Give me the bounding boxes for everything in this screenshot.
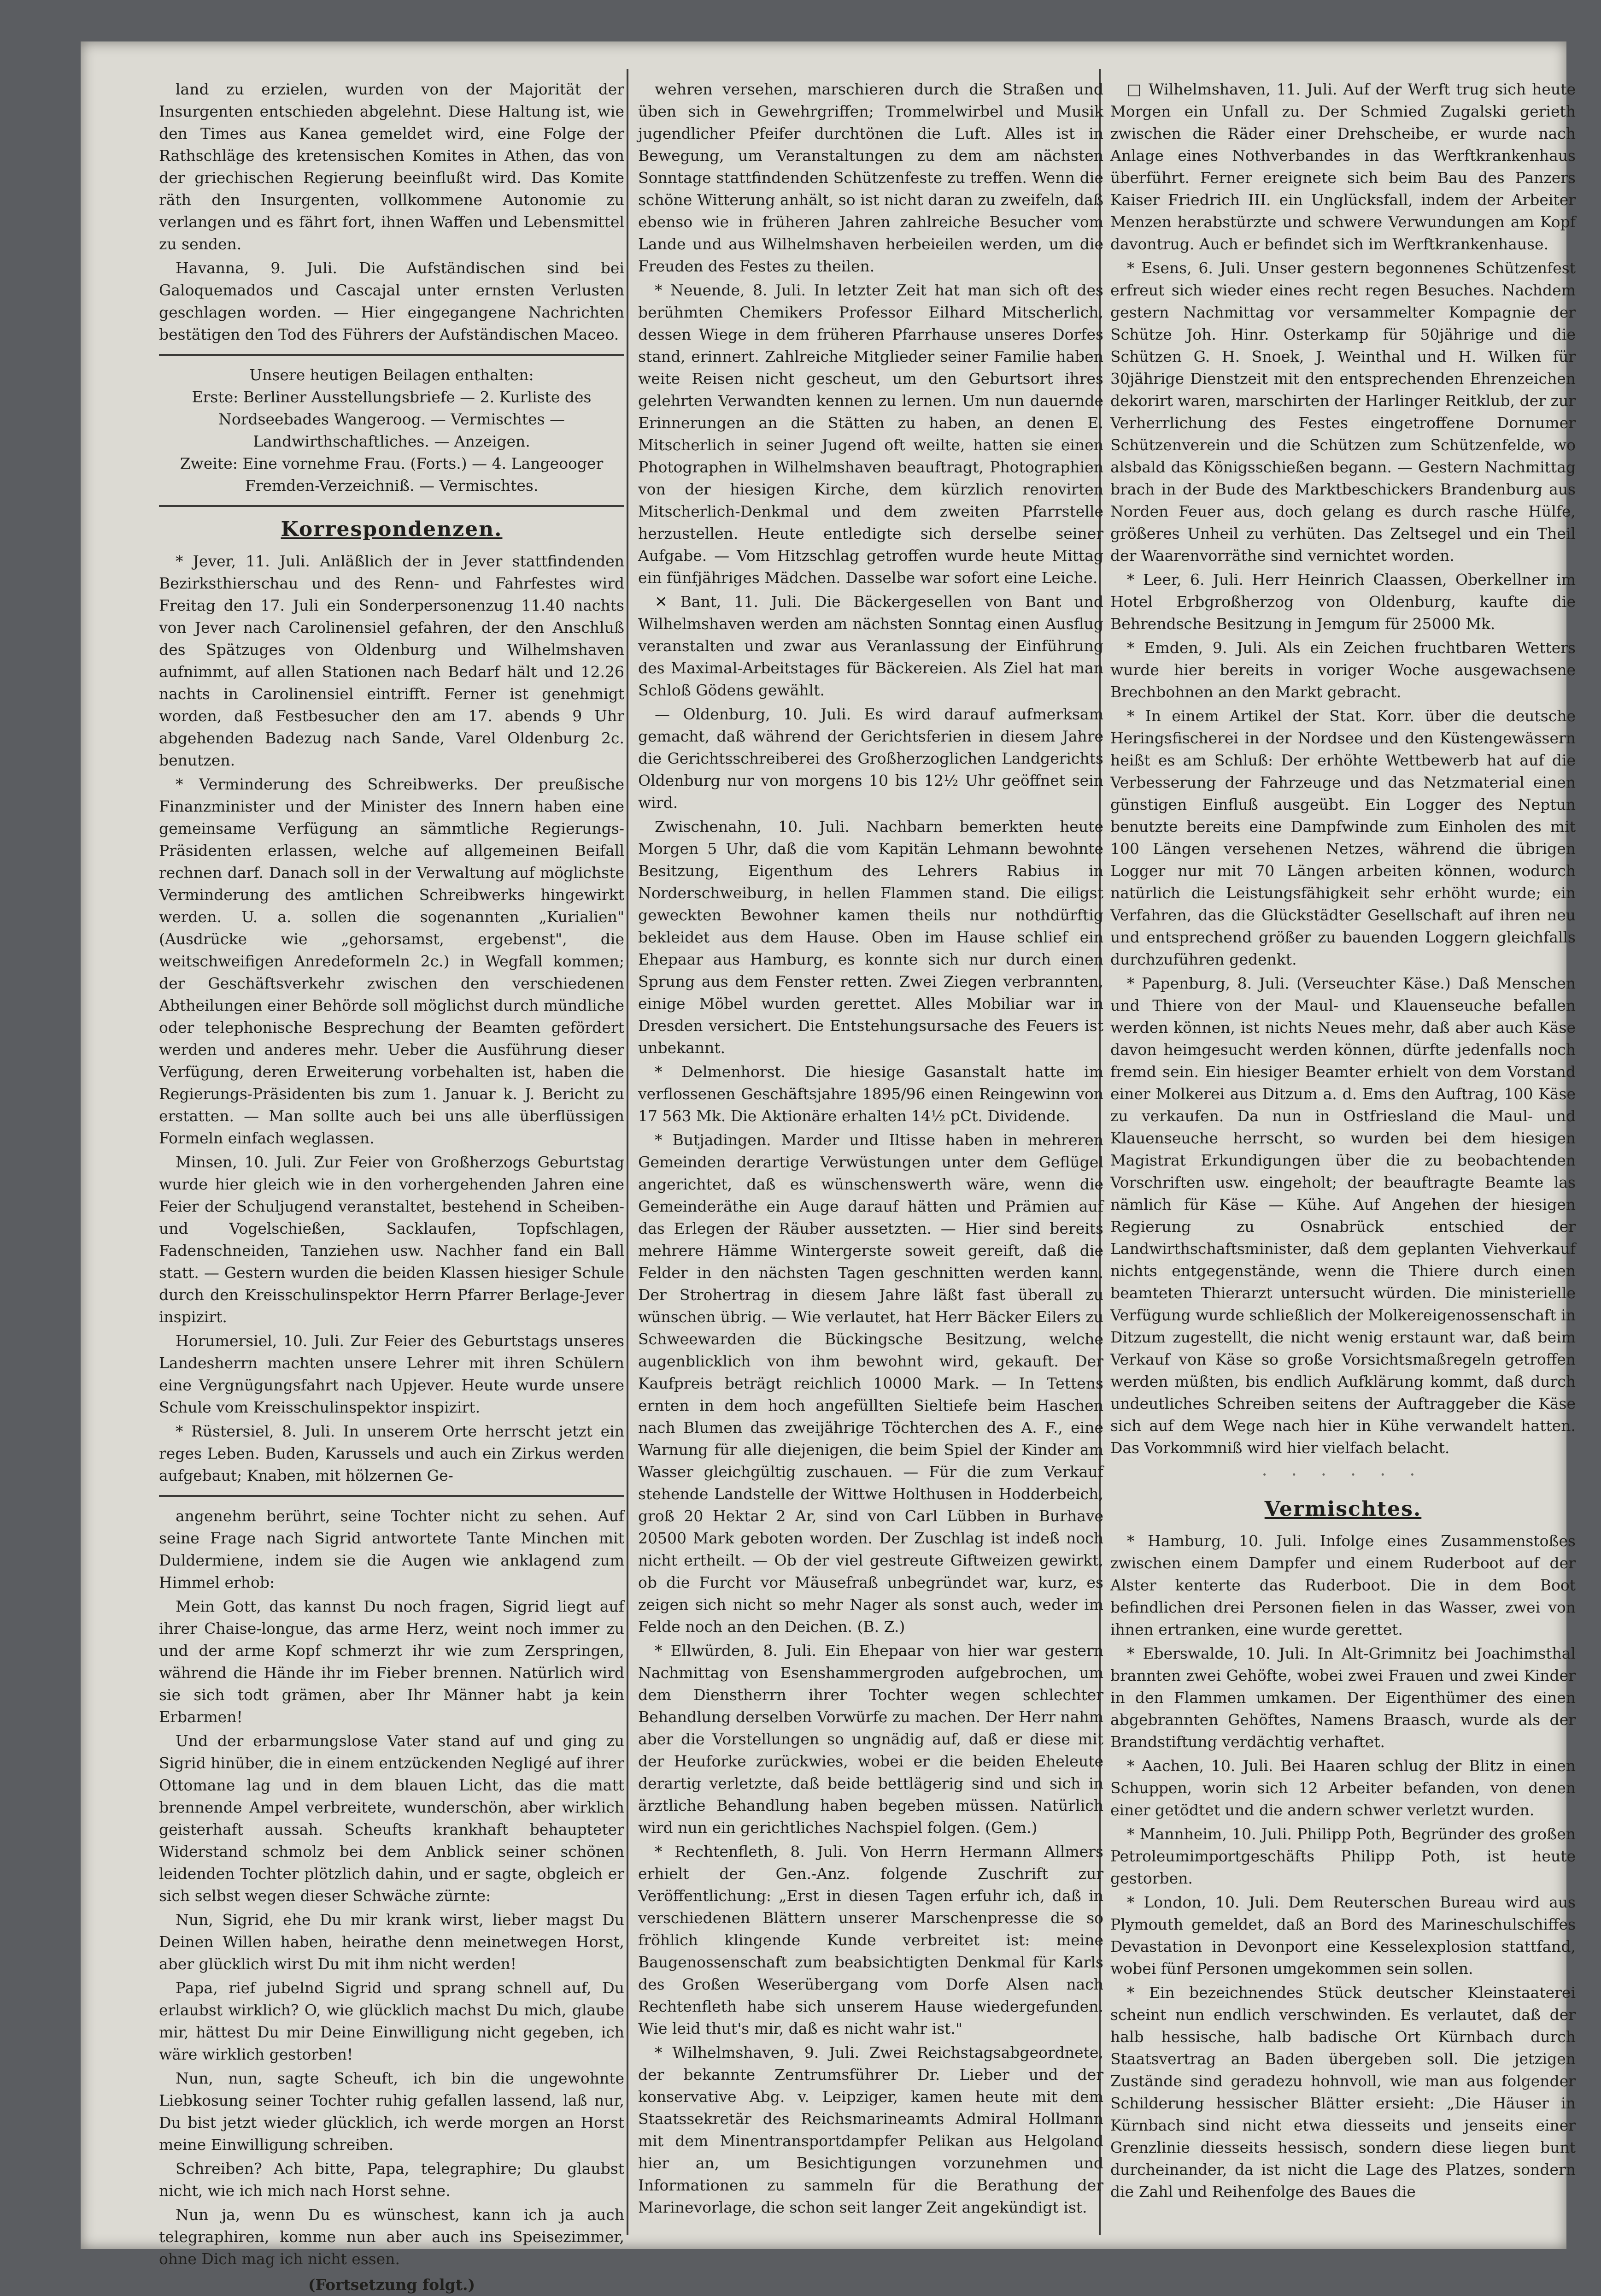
feuilleton-paragraph: Mein Gott, das kannst Du noch fragen, Sigrid liegt auf ihrer Chaise-longue, das arme Herz, weint noch immer zu und der arme Kopf schmerzt ihr wie zum Zerspringen, während die Hände ihr im Fieber brennen. Natürlich wird sie sich todt grämen, aber Ihr Männer habt ja kein Erbarmen! xyxy=(159,1597,624,1726)
article-jever: * Jever, 11. Juli. Anläßlich der in Jever stattfindenden Bezirksthierschau und des Renn- und Fahrfestes wird Freitag den 17. Juli ein Sonderpersonenzug 11.40 nachts von Jever nach Carolinensiel gefahren, der den Anschluß des Spätzuges von Oldenburg und Wilhelmshaven aufnimmt, auf allen Stationen nach Bedarf hält und 12.26 nachts in Carolinensiel eintrifft. Ferner ist genehmigt worden, daß Festbesucher den am 17. abends 9 Uhr abgehenden Badezug nach Sande, Varel Oldenburg 2c. benutzen. xyxy=(159,552,624,769)
article-zwischenahn: Zwischenahn, 10. Juli. Nachbarn bemerkten heute Morgen 5 Uhr, daß die vom Kapitän Lehmann bewohnte Besitzung, Eigenthum des Lehrers Rabius in Norderschweiburg, in hellen Flammen stand. Die eiligst geweckten Bewohner kamen theils nur nothdürftig bekleidet aus dem Hause. Oben im Hause schlief ein Ehepaar aus Hamburg, es konnte sich nur durch einen Sprung aus dem Fenster retten. Zwei Ziegen verbrannten, einige Möbel wurden gerettet. Alles Mobiliar war in Dresden versichert. Die Entstehungsursache des Feuers ist unbekannt. xyxy=(638,818,1103,1057)
article-heringsfischerei: * In einem Artikel der Stat. Korr. über die deutsche Heringsfischerei in der Nordsee und den Küstengewässern heißt es am Schluß: Der erhöhte Wettbewerb hat auf die Verbesserung der Fahrzeuge und das Netzmaterial einen günstigen Einfluß ausgeübt. Ein Logger des Neptun benutzte bereits eine Dampfwinde zum Einholen des mit 100 Längen versehenen Netzes, während die übrigen Logger nur mit 70 Längen arbeiten können, wodurch natürlich die Leistungsfähigkeit sehr erhöht wurde; ein Verfahren, das die Glückstädter Gesellschaft auf ihren neu und entsprechend größer zu bauenden Loggern gleichfalls durchzuführen gedenkt. xyxy=(1110,707,1576,968)
article-eberswalde: * Eberswalde, 10. Juli. In Alt-Grimnitz bei Joachimsthal brannten zwei Gehöfte, wobei zwei Frauen und zwei Kinder in den Flammen umkamen. Der Eigenthümer des einen abgebrannten Gehöftes, Namens Braasch, wurde als der Brandstiftung verdächtig verhaftet. xyxy=(1110,1644,1576,1751)
supplements-notice xyxy=(159,364,624,497)
article-papenburg: * Papenburg, 8. Juli. (Verseuchter Käse.) Daß Menschen und Thiere von der Maul- und Klauenseuche befallen werden können, ist nichts Neues mehr, daß aber auch Käse davon heimgesucht werden können, dürfte jedenfalls noch fremd sein. Ein hiesiger Beamter erhielt von dem Vorstand einer Molkerei aus Ditzum a. d. Ems den Auftrag, 100 Käse zu verkaufen. Da nun in Ostfriesland die Maul- und Klauenseuche herrscht, so wurden bei dem hiesigen Magistrat Erkundigungen über die zu beobachtenden Vorschriften usw. eingeholt; der beauftragte Beamte las nämlich für Käse — Kühe. Auf Angehen der hiesigen Regierung zu Osnabrück entschied der Landwirthschaftsminister, daß dem geplanten Viehverkauf nichts entgegenstände, wenn die Thiere durch einen beamteten Thierarzt untersucht würden. Die ministerielle Verfügung wurde schließlich der Molkereigenossenschaft in Ditzum zugestellt, die nicht wenig erstaunt war, daß beim Verkauf von Käse so große Vorsichtsmaßregeln getroffen werden müßten, bis endlich Aufklärung kommt, daß durch undeutliches Schreiben seitens der Auftraggeber die Käse sich auf dem Wege nach hier in Kühe verwandelt hatten. Das Vorkommniß wird hier vielfach belacht. xyxy=(1110,974,1576,1457)
divider xyxy=(159,505,624,507)
article-ellwuerden: * Ellwürden, 8. Juli. Ein Ehepaar von hier war gestern Nachmittag von Esenshammergroden aufgebrochen, um dem Dienstherrn ihrer Tochter wegen schlechter Behandlung derselben Vorwürfe zu machen. Der Herr nahm aber die Vorstellungen so ungnädig auf, daß er diese mit der Heuforke zurückwies, wobei er die beiden Eheleute derartig verletzte, daß beide bettlägerig sind und sich in ärztliche Behandlung haben begeben müssen. Natürlich wird nun ein gerichtliches Nachspiel folgen. (Gem.) xyxy=(638,1642,1103,1837)
article-oldenburg: — Oldenburg, 10. Juli. Es wird darauf aufmerksam gemacht, daß während der Gerichtsferien in diesem Jahre die Gerichtsschreiberei des Großherzoglichen Landgerichts Oldenburg nur von morgens 10 bis 12½ Uhr geöffnet sein wird. xyxy=(638,705,1103,812)
article-delmenhorst: * Delmenhorst. Die hiesige Gasanstalt hatte im verflossenen Geschäftsjahre 1895/96 einen Reingewinn von 17 563 Mk. Die Aktionäre erhalten 14½ pCt. Dividende. xyxy=(638,1063,1103,1125)
section-heading-korrespondenzen: Korrespondenzen. xyxy=(281,518,503,541)
supplements-title: Unsere heutigen Beilagen enthalten: xyxy=(249,366,534,384)
article-aachen: * Aachen, 10. Juli. Bei Haaren schlug der Blitz in einen Schuppen, worin sich 12 Arbeiter befanden, von denen einer getödtet und die andern schwer verletzt wurden. xyxy=(1110,1757,1576,1819)
feuilleton-paragraph: Papa, rief jubelnd Sigrid und sprang schnell auf, Du erlaubst wirklich? O, wie glücklich machst Du mich, glaube mir, hättest Du mir Deine Einwilligung nicht gegeben, ich wäre wirklich gestorben! xyxy=(159,1979,624,2063)
column-3 xyxy=(1110,78,1576,2205)
article-rechtenfleth: * Rechtenfleth, 8. Juli. Von Herrn Hermann Allmers erhielt der Gen.-Anz. folgende Zuschrift zur Veröffentlichung: „Erst in diesen Tagen erfuhr ich, daß in verschiedenen Blättern unserer Marschenpresse die so fröhlich klingende Kunde verbreitet ist: meine Baugenossenschaft zum beabsichtigten Denkmal für Karls des Großen Weserübergang vom Dorfe Alsen nach Rechtenfleth habe sich unserem Hause wiedergefunden. Wie leid thut's mir, daß es nicht wahr ist." xyxy=(638,1843,1103,2037)
continuation-note: (Fortsetzung folgt.) xyxy=(308,2276,475,2294)
article-ruestersiel: * Rüstersiel, 8. Juli. In unserem Orte herrscht jetzt ein reges Leben. Buden, Karussels und auch ein Zirkus werden aufgebaut; Knaben, mit hölzernen Ge- xyxy=(159,1422,624,1484)
article-hamburg: * Hamburg, 10. Juli. Infolge eines Zusammenstoßes zwischen einem Dampfer und einem Ruderboot auf der Alster kenterte das Ruderboot. Die in dem Boot befindlichen drei Personen fielen in das Wasser, zwei von ihnen ertranken, eine wurde gerettet. xyxy=(1110,1532,1576,1638)
article-neuende: * Neuende, 8. Juli. In letzter Zeit hat man sich oft des berühmten Chemikers Professor Eilhard Mitscherlich, dessen Wiege in dem früheren Pfarrhause unseres Dorfes stand, erinnert. Zahlreiche Mitglieder seiner Familie haben weite Reisen nicht gescheut, um den Geburtsort ihres gelehrten Verwandten kennen zu lernen. Um nun dauernde Erinnerungen an die Stätten zu haben, an denen E. Mitscherlich in seiner Jugend oft weilte, hatten sie einen Photographen in Wilhelmshaven beauftragt, Photographien von der hiesigen Kirche, dem kürzlich renovirten Mitscherlich-Denkmal und dem zweiten Pfarrstelle herzustellen. Heute entledigte sich derselbe seiner Aufgabe. — Vom Hitzschlag getroffen wurde heute Mittag ein fünfjähriges Mädchen. Dasselbe war sofort eine Leiche. xyxy=(638,281,1103,587)
article-schreibwerk: * Verminderung des Schreibwerks. Der preußische Finanzminister und der Minister des Innern haben eine gemeinsame Verfügung an sämmtliche Regierungs-Präsidenten erlassen, welche auf allgemeinen Beifall rechnen darf. Danach soll in der Verwaltung auf möglichste Verminderung des amtlichen Schreibwerks hingewirkt werden. U. a. sollen die sogenannten „Kurialien" (Ausdrücke wie „gehorsamst, ergebenst", die weitschweifigen Anredeformeln 2c.) in Wegfall kommen; der Geschäftsverkehr zwischen den verschiedenen Abtheilungen einer Behörde soll möglichst durch mündliche oder telephonische Besprechung der Beamten gefördert werden und anderes mehr. Ueber die Ausführung dieser Verfügung, deren Erweiterung vorbehalten ist, haben die Regierungs-Präsidenten bis zum 1. Januar k. J. Bericht zu erstatten. — Man sollte auch bei uns alle überflüssigen Formeln einfach weglassen. xyxy=(159,775,624,1147)
article-wilhelmshaven-2: □ Wilhelmshaven, 11. Juli. Auf der Werft trug sich heute Morgen ein Unfall zu. Der Schmied Zugalski gerieth zwischen die Räder einer Drehscheibe, er wurde nach Anlage eines Nothverbandes in das Werftkrankenhaus überführt. Ferner ereignete sich beim Bau des Panzers Kaiser Friedrich III. ein Unglücksfall, indem der Arbeiter Menzen herabstürzte und schwere Verwundungen am Kopf davontrug. Auch er befindet sich im Werftkrankenhause. xyxy=(1110,80,1576,253)
newspaper-page xyxy=(81,41,1576,2294)
article-emden: * Emden, 9. Juli. Als ein Zeichen fruchtbaren Wetters wurde hier bereits in voriger Woche ausgewachsene Brechbohnen an den Markt gebracht. xyxy=(1110,639,1576,701)
column-2 xyxy=(638,78,1103,2220)
feuilleton-paragraph: Nun, Sigrid, ehe Du mir krank wirst, lieber magst Du Deinen Willen haben, heirathe denn meinetwegen Horst, aber glücklich wirst Du mit ihm nicht werden! xyxy=(159,1911,624,1973)
faded-ornament: · · · · · · xyxy=(1261,1465,1425,1485)
feuilleton-paragraph: Nun, nun, sagte Scheuft, ich bin die ungewohnte Liebkosung seiner Tochter ruhig gefallen lassend, laß nur, Du bist jetzt wieder glücklich, ich werde morgen an Horst meine Einwilligung schreiben. xyxy=(159,2069,624,2154)
feuilleton-paragraph: angenehm berührt, seine Tochter nicht zu sehen. Auf seine Frage nach Sigrid antwortete Tante Minchen mit Duldermiene, indem sie die Augen wie anklagend zum Himmel erhob: xyxy=(159,1507,624,1591)
column-rule-left xyxy=(627,69,628,2235)
feuilleton-paragraph: Nun ja, wenn Du es wünschest, kann ich ja auch telegraphiren, komme nun aber auch ins Speisezimmer, ohne Dich mag ich nicht essen. xyxy=(159,2206,624,2268)
article-bant: ✕ Bant, 11. Juli. Die Bäckergesellen von Bant und Wilhelmshaven werden am nächsten Sonntag einen Ausflug veranstalten und zwar aus Veranlassung der Einführung des Maximal-Arbeitstages für Bäckereien. Als Ziel hat man Schloß Gödens gewählt. xyxy=(638,593,1103,699)
article-ruestersiel-cont: wehren versehen, marschieren durch die Straßen und üben sich in Gewehrgriffen; Trommelwirbel und Musik jugendlicher Pfeifer durchtönen die Luft. Alles ist in Bewegung, um Veranstaltungen zu dem am nächsten Sonntage stattfindenden Schützenfeste zu treffen. Wenn die schöne Witterung anhält, so ist nicht daran zu zweifeln, daß ebenso wie in früheren Jahren zahlreiche Besucher vom Lande und aus Wilhelmshaven herbeieilen werden, um die Freuden des Festes zu theilen. xyxy=(638,80,1103,275)
column-1 xyxy=(159,78,624,2296)
article-wilhelmshaven-1: * Wilhelmshaven, 9. Juli. Zwei Reichstagsabgeordnete, der bekannte Zentrumsführer Dr. Lieber und der konservative Abg. v. Leipziger, kamen heute mit dem Staatssekretär des Reichsmarineamts Admiral Hollmann mit dem Minentransportdampfer Pelikan aus Helgoland hier an, um Besichtigungen vorzunehmen und Informationen zu sammeln für die Berathung der Marinevorlage, die schon seit langer Zeit angekündigt ist. xyxy=(638,2043,1103,2216)
feuilleton-divider xyxy=(159,1495,624,1497)
article-esens: * Esens, 6. Juli. Unser gestern begonnenes Schützenfest erfreut sich wieder eines recht regen Besuches. Nachdem gestern Nachmittag vor versammelter Kompagnie der Schütze Joh. Hinr. Osterkamp für 50jährige und die Schützen G. H. Snoek, J. Weinthal und H. Wilken für 30jährige Dienstzeit mit den entsprechenden Ehrenzeichen dekorirt waren, marschirten der Harlinger Reitklub, der zur Verherrlichung des Festes eingetroffene Dornumer Schützenverein und die Schützen zum Schützenfelde, wo alsbald das Königsschießen begann. — Gestern Nachmittag brach in der Bude des Marktbeschickers Brandenburg aus Norden Feuer aus, doch gelang es durch rasche Hülfe, größeres Unheil zu verhüten. Das Zeltsegel und ein Theil der Waarenvorräthe sind vernichtet worden. xyxy=(1110,259,1576,565)
supplements-second: Zweite: Eine vornehme Frau. (Forts.) — 4. Langeooger Fremden-Verzeichniß. — Vermischtes. xyxy=(180,454,604,495)
divider xyxy=(159,354,624,356)
feuilleton-paragraph: Schreiben? Ach bitte, Papa, telegraphire; Du glaubst nicht, wie ich mich nach Horst sehne. xyxy=(159,2160,624,2200)
feuilleton-paragraph: Und der erbarmungslose Vater stand auf und ging zu Sigrid hinüber, die in einem entzückenden Negligé auf ihrer Ottomane lag und in dem blauen Licht, das die matt brennende Ampel verbreitete, wunderschön, aber wirklich geisterhaft aussah. Scheufts krankhaft behaupteter Widerstand schmolz bei dem Anblick seiner schönen leidenden Tochter plötzlich dahin, und er sagte, obgleich er sich selbst wegen dieser Schwäche zürnte: xyxy=(159,1732,624,1905)
article-havanna: Havanna, 9. Juli. Die Aufständischen sind bei Galoquemados und Cascajal unter ernsten Verlusten geschlagen worden. — Hier eingegangene Nachrichten bestätigen den Tod des Führers der Aufständischen Maceo. xyxy=(159,259,624,343)
article-insurgents: land zu erzielen, wurden von der Majorität der Insurgenten entschieden abgelehnt. Diese Haltung ist, wie den Times aus Kanea gemeldet wird, eine Folge der Rathschläge des kretensischen Komites in Athen, das von der griechischen Regierung beeinflußt wird. Das Komite räth den Insurgenten, vollkommene Autonomie zu verlangen und es fährt fort, ihnen Waffen und Lebensmittel zu senden. xyxy=(159,80,624,253)
section-heading-vermischtes: Vermischtes. xyxy=(1264,1497,1422,1521)
supplements-first: Erste: Berliner Ausstellungsbriefe — 2. Kurliste des Nordseebades Wangeroog. — Vermischtes — Landwirthschaftliches. — Anzeigen. xyxy=(192,388,592,450)
article-kleinstaaterei: * Ein bezeichnendes Stück deutscher Kleinstaaterei scheint nun endlich verschwinden. Es verlautet, daß der halb hessische, halb badische Ort Kürnbach durch Staatsvertrag an Baden übergeben soll. Die jetzigen Zustände sind geradezu hohnvoll, wie man aus folgender Schilderung hessischer Blätter ersieht: „Die Häuser in Kürnbach sind nicht etwa diesseits und jenseits einer Grenzlinie diesseits hessisch, sondern diese liegen bunt durcheinander, da ist nicht die Lage des Platzes, sondern die Zahl und Reihenfolge des Baues die xyxy=(1110,1984,1576,2201)
article-mannheim: * Mannheim, 10. Juli. Philipp Poth, Begründer des großen Petroleumimportgeschäfts Philipp Poth, ist heute gestorben. xyxy=(1110,1825,1576,1887)
article-leer: * Leer, 6. Juli. Herr Heinrich Claassen, Oberkellner im Hotel Erbgroßherzog von Oldenburg, kaufte die Behrendsche Besitzung in Jemgum für 25000 Mk. xyxy=(1110,571,1576,633)
article-minsen: Minsen, 10. Juli. Zur Feier von Großherzogs Geburtstag wurde hier gleich wie in den vorhergehenden Jahren eine Feier der Schuljugend veranstaltet, bestehend in Scheiben- und Vogelschießen, Sacklaufen, Topfschlagen, Fadenschneiden, Tanziehen usw. Nachher fand ein Ball statt. — Gestern wurden die beiden Klassen hiesiger Schule durch den Kreisschulinspektor Herrn Pfarrer Berlage-Jever inspizirt. xyxy=(159,1153,624,1326)
article-horumersiel: Horumersiel, 10. Juli. Zur Feier des Geburtstags unseres Landesherrn machten unsere Lehrer mit ihren Schülern eine Vergnügungsfahrt nach Upjever. Heute wurde unsere Schule vom Kreisschulinspektor inspizirt. xyxy=(159,1332,624,1416)
article-london: * London, 10. Juli. Dem Reuterschen Bureau wird aus Plymouth gemeldet, daß an Bord des Marineschulschiffes Devastation in Devonport eine Kesselexplosion stattfand, wobei fünf Personen umgekommen sein sollen. xyxy=(1110,1893,1576,1978)
article-butjadingen: * Butjadingen. Marder und Iltisse haben in mehreren Gemeinden derartige Verwüstungen unter dem Geflügel angerichtet, daß es wünschenswerth wäre, wenn die Gemeinderäthe ein Auge darauf hätten und Prämien auf das Erlegen der Räuber aussetzten. — Hier sind bereits mehrere Hämme Wintergerste soweit gereift, daß die Felder in den nächsten Tagen geschnitten werden kann. Der Strohertrag in diesem Jahre läßt fast überall zu wünschen übrig. — Wie verlautet, hat Herr Bäcker Eilers zu Schweewarden die Bückingsche Besitzung, welche augenblicklich von ihm bewohnt wird, gekauft. Der Kaufpreis beträgt reichlich 10000 Mark. — In Tettens ernten in dem hoch angefüllten Sieltiefe beim Haschen nach Blumen das zweijährige Töchterchen des A. F., eine Warnung für alle diejenigen, die beim Spiel der Kinder am Wasser gleichgültig zuschauen. — Für die zum Verkauf stehende Landstelle der Wittwe Holthusen in Hodderbeich, groß 20 Hektar 2 Ar, sind von Carl Lübben in Burhave 20500 Mark geboten worden. Der Zuschlag ist indeß noch nicht ertheilt. — Ob der viel gestreute Giftweizen gewirkt, ob die Furcht vor Mäusefraß unbegründet war, kurz, es zeigen sich nicht so mehr Nager als sonst auch, weder im Felde noch an den Deichen. (B. Z.) xyxy=(638,1131,1103,1636)
